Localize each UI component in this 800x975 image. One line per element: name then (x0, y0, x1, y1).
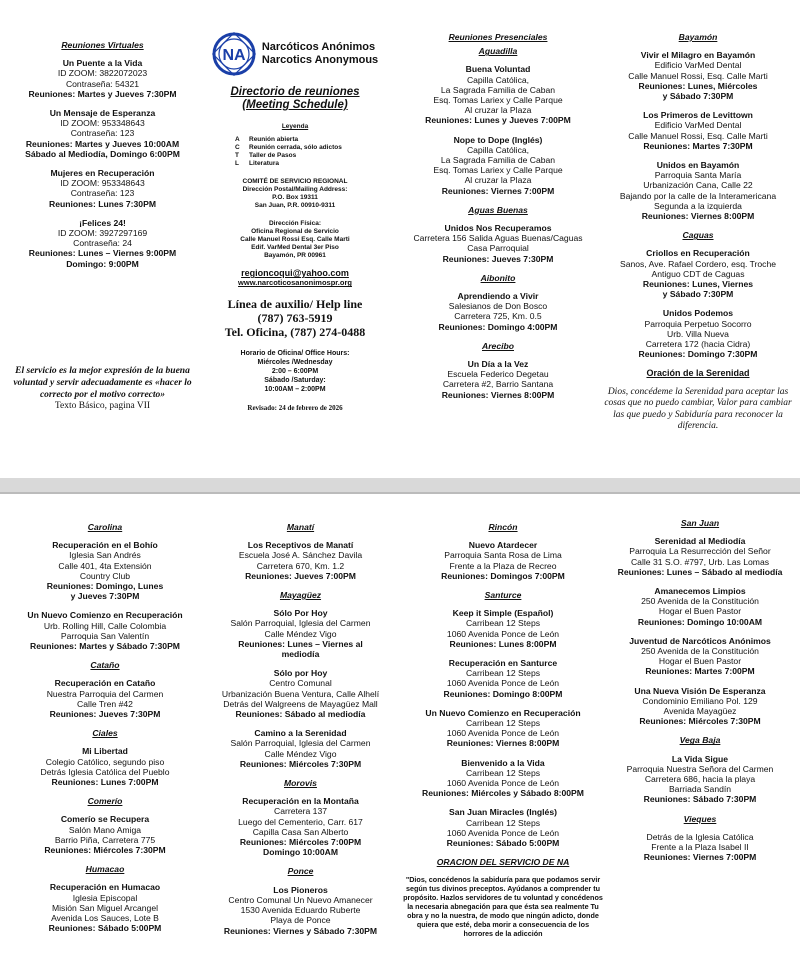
legend-list (235, 136, 355, 168)
org-name-en: Narcotics Anonymous (261, 54, 379, 66)
meeting-recuperacion-en-catano (10, 678, 200, 719)
meeting-schedule: Reuniones: Domingo 10:00AM (637, 616, 763, 627)
category-heading-caguas: Caguas (682, 230, 714, 241)
meeting-address-line: Carribean 12 Steps (465, 767, 541, 778)
category-heading-ponce: Ponce (287, 866, 314, 877)
carolina-humacao-column (10, 494, 200, 975)
meeting-address-line: Carretera 172 (hacia Cidra) (645, 339, 751, 350)
meeting-name: Camino a la Serenidad (254, 728, 347, 739)
meeting-schedule: Reuniones: Sábado 5:00PM (48, 923, 162, 934)
meeting-address-line: Detrás Iglesia Católica del Pueblo (40, 766, 170, 777)
serenity-prayer-title: Oración de la Serenidad (646, 368, 750, 379)
meeting-address-line: Antiguo CDT de Caguas (651, 268, 745, 279)
meeting-solo-por-hoy (203, 608, 398, 659)
meeting-address-line: Calle Tren #42 (77, 698, 133, 709)
meeting-address-line: Carretera 725, Km. 0.5 (454, 311, 542, 322)
office-hours-label: Horario de Oficina/ Office Hours: (240, 349, 350, 357)
meeting-address-line: Carribean 12 Steps (465, 718, 541, 729)
meeting-name: Un Mensaje de Esperanza (49, 108, 156, 119)
meeting-nope-to-dope-ingles (398, 135, 598, 196)
meeting-address-line: Hogar el Buen Pastor (658, 656, 742, 667)
meeting-address-line: Carretera 670, Km. 1.2 (256, 560, 345, 571)
meeting-address-line: 250 Avenida de la Constitución (641, 596, 759, 607)
meeting-recuperacion-en-santurce (403, 658, 603, 699)
meeting-address-line: Country Club (79, 570, 131, 581)
meeting-address-line: Parroquia Nuestra Señora del Carmen (626, 763, 774, 774)
meeting-address-line: Nuestra Parroquia del Carmen (46, 688, 164, 699)
category-heading-aibonito: Aibonito (480, 272, 516, 283)
meeting-schedule: Reuniones: Martes y Jueves 7:30PM (28, 88, 177, 99)
meeting-name: Sólo por Hoy (273, 668, 328, 679)
meeting-address-line: Salón Parroquial, Iglesia del Carmen (230, 618, 371, 629)
meeting-schedule: Reuniones: Viernes 7:00PM (643, 852, 757, 863)
meeting-schedule: Reuniones: Lunes – Viernes al mediodía (238, 638, 363, 660)
org-name-es: Narcóticos Anónimos (261, 41, 376, 53)
meeting-name: Recuperación en Cataño (54, 678, 156, 689)
meeting-address-line: ID ZOOM: 3822072023 (57, 68, 148, 79)
office-hours-line: Sábado /Saturday: (264, 376, 326, 384)
meeting-address-line: Segunda a la izquierda (654, 200, 742, 211)
meeting-la-vida-sigue (605, 754, 795, 805)
meeting-address-line: Salesianos de Don Bosco (448, 301, 548, 312)
email-link[interactable]: regioncoqui@yahoo.com (241, 268, 349, 279)
category-heading-aguas-buenas: Aguas Buenas (468, 204, 528, 215)
meeting-address-line: Capilla Católica, (466, 74, 530, 85)
meeting-name: Un Nuevo Comienzo en Recuperación (425, 707, 581, 718)
meeting-address-line: Contraseña: 54321 (65, 78, 140, 89)
meeting-address-line: Detrás del Walgreens de Mayagüez Mall (223, 698, 378, 709)
meeting-address-line: 1530 Avenida Eduardo Ruberte (240, 905, 361, 916)
office-hours-line: Miércoles /Wednesday (257, 358, 333, 366)
meeting-address-line: Colegio Católico, segundo piso (45, 756, 165, 767)
office-hours-line: 10:00AM – 2:00PM (264, 385, 326, 393)
category-heading-mayaguez: Mayagüez (279, 590, 322, 601)
meeting-address-line: Esq. Tomas Lariex y Calle Parque (433, 95, 563, 106)
meeting-una-nueva-vision-de-esperanza (605, 686, 795, 727)
meeting-address-line: Luego del Cementerio, Carr. 617 (238, 816, 363, 827)
directory-title: Directorio de reuniones (Meeting Schedule) (230, 86, 360, 111)
meeting-aprendiendo-a-vivir (398, 291, 598, 332)
category-heading-manati: Manatí (286, 522, 315, 532)
meeting-entry (605, 832, 795, 863)
meeting-schedule: Reuniones: Domingo 7:30PM (638, 349, 758, 360)
meeting-unidos-podemos (603, 308, 793, 359)
meeting-camino-a-la-serenidad (203, 728, 398, 769)
physical-line: Calle Manuel Rossi Esq. Calle Marti (240, 236, 350, 244)
service-prayer-text: "Dios, concédenos la sabiduría para que podamos servir según tus divinos preceptos. Ayúdanos a comprender tu propósito. Hazlos servidores de tu voluntad y concédenos la necesaria abnegación para que ésta sea realmente Tu obra y no la nuestra, de modo que ningún adicto, donde quiera que esté, deba morir a consecuencia de los horrores de la adicción (403, 875, 603, 939)
meeting-un-nuevo-comienzo-en-recuperacion (403, 708, 603, 749)
meeting-name: Unidos en Bayamón (656, 160, 740, 171)
meeting-schedule: Reuniones: Jueves 7:30PM (442, 253, 554, 264)
postal-line: P.O. Box 19311 (272, 194, 318, 202)
meeting-name: Comerío se Recupera (60, 814, 150, 825)
meeting-address-line: Carretera #2, Barrio Santana (442, 379, 554, 390)
meeting-address-line: Urb. Rolling Hill, Calle Colombia (43, 620, 167, 631)
physical-label: Dirección Física: (268, 220, 322, 228)
helpline-number: (787) 763-5919 (257, 310, 333, 325)
legend-title: Leyenda (281, 123, 309, 130)
directory-back-panel (0, 492, 800, 975)
meeting-unidos-nos-recuperamos (398, 223, 598, 264)
meeting-address-line: ID ZOOM: 953348643 (60, 118, 145, 129)
meeting-recuperacion-en-la-montana (203, 796, 398, 857)
meeting-schedule: Reuniones: Viernes 8:00PM (641, 211, 755, 222)
meeting-address-line: Escuela Federico Degetau (447, 369, 549, 380)
in-person-header: Reuniones Presenciales (448, 32, 548, 42)
rincon-santurce-column (403, 494, 603, 975)
category-heading-bayamon: Bayamón (678, 32, 718, 42)
meeting-schedule: Reuniones: Martes y Jueves 10:00AM Sábado al Mediodía, Domingo 6:00PM (25, 138, 180, 159)
meeting-address-line: Carretera 156 Salida Aguas Buenas/Caguas (413, 233, 583, 244)
meeting-schedule: Reuniones: Jueves 7:30PM (49, 709, 161, 720)
meeting-address-line: La Sagrada Familia de Caban (440, 84, 556, 95)
meeting-address-line: 1060 Avenida Ponce de León (446, 827, 560, 838)
category-heading-comerio: Comerío (87, 796, 123, 807)
meeting-serenidad-al-mediodia (605, 536, 795, 577)
meeting-address-line: Salón Mano Amiga (68, 824, 142, 835)
sanjuan-vieques-column (605, 494, 795, 975)
category-heading-carolina: Carolina (87, 522, 123, 532)
meeting-address-line: Iglesia San Andrés (69, 550, 141, 561)
in-person-meetings-column (398, 0, 598, 478)
meeting-name: Vivir el Milagro en Bayamón (640, 50, 756, 61)
meeting-name: Aprendiendo a Vivir (457, 291, 539, 302)
category-heading: Reuniones Virtuales (61, 40, 144, 50)
meeting-address-line: 1060 Avenida Ponce de León (446, 778, 560, 789)
meeting-schedule: Reuniones: Martes 7:30PM (643, 140, 753, 151)
meeting-recuperacion-en-el-bohio (10, 540, 200, 601)
meeting-name: Juventud de Narcóticos Anónimos (629, 635, 771, 646)
committee-name: COMITÉ DE SERVICIO REGIONAL (242, 178, 348, 186)
meeting-bienvenido-a-la-vida (403, 758, 603, 799)
category-heading-santurce: Santurce (484, 590, 522, 601)
logo-letters: NA (222, 47, 246, 64)
meeting-schedule: Reuniones: Lunes 7:30PM (49, 198, 156, 209)
meeting-schedule: Reuniones: Lunes 7:00PM (51, 777, 159, 788)
fold-gap (0, 478, 800, 492)
meeting-schedule: Reuniones: Viernes 8:00PM (446, 738, 560, 749)
meeting-buena-voluntad (398, 64, 598, 125)
meeting-schedule: Reuniones: Lunes y Jueves 7:00PM (425, 115, 571, 126)
meeting-name: San Juan Miracles (Inglés) (449, 807, 557, 818)
meeting-juventud-de-narcoticos-anonimos (605, 636, 795, 677)
meeting-address-line: Detrás de la Iglesia Católica (646, 831, 754, 842)
revision-date: Revisado: 24 de febrero de 2026 (247, 403, 343, 412)
category-heading-catano: Cataño (90, 660, 120, 671)
meeting-address-line: Parroquia Perpetuo Socorro (644, 318, 752, 329)
physical-line: Oficina Regional de Servicio (251, 228, 339, 236)
meeting-name: Nope to Dope (Inglés) (453, 134, 543, 145)
meeting-schedule: Reuniones: Miércoles 7:30PM (639, 716, 761, 727)
postal-label: Dirección Postal/Mailing Address: (242, 186, 348, 194)
helpline-label: Línea de auxilio/ Help line (227, 296, 363, 311)
meeting-schedule: Reuniones: Domingos 7:00PM (441, 570, 565, 581)
meeting-address-line: Carretera 137 (273, 806, 328, 817)
category-heading-arecibo: Arecibo (482, 340, 514, 351)
meeting-criollos-en-recuperacion (603, 248, 793, 299)
quote-source: Texto Básico, pagina VII (54, 400, 151, 411)
meeting-schedule: Reuniones: Viernes 7:00PM (441, 185, 555, 196)
meeting-name: Un Nuevo Comienzo en Recuperación (27, 610, 183, 621)
meeting-los-primeros-de-levittown (603, 110, 793, 151)
legend-item: C Reunión cerrada, sólo adictos (235, 144, 342, 152)
meeting-address-line: La Sagrada Familia de Caban (440, 155, 556, 166)
category-heading-rincon: Rincón (488, 522, 518, 532)
meeting-address-line: Parroquia Santa María (654, 170, 742, 181)
meeting-name: Unidos Podemos (662, 308, 734, 319)
meeting-address-line: Frente a la Plaza de Recreo (449, 560, 557, 571)
category-heading-vega-baja: Vega Baja (679, 735, 721, 746)
meeting-address-line: Calle 401, 4ta Extensión (58, 560, 152, 571)
service-quote: El servicio es la mejor expresión de la buena voluntad y servir adecuadamente es «hacer lo correcto por el motivo correcto» (13, 365, 192, 400)
virtual-meetings-column (10, 0, 195, 478)
na-logo-icon (212, 32, 256, 76)
meeting-address-line: Sanos, Ave. Rafael Cordero, esq. Troche (619, 258, 777, 269)
meeting-schedule: Reuniones: Lunes – Sábado al mediodía (617, 566, 783, 577)
meeting-address-line: Parroquia La Resurrección del Señor (629, 546, 771, 557)
meeting-address-line: Misión San Miguel Arcangel (51, 902, 159, 913)
meeting-address-line: ID ZOOM: 3927297169 (57, 228, 148, 239)
meeting-name: Serenidad al Mediodía (654, 536, 746, 547)
meeting-address-line: Parroquia Santa Rosa de Lima (444, 550, 562, 561)
meeting-name: Criollos en Recuperación (646, 248, 750, 259)
meeting-recuperacion-en-humacao (10, 882, 200, 933)
category-heading-san-juan: San Juan (680, 518, 720, 528)
meeting-schedule: Reuniones: Sábado al mediodía (235, 709, 366, 720)
meeting-name: Recuperación en la Montaña (242, 796, 359, 807)
meeting-address-line: Contraseña: 24 (73, 238, 132, 249)
meeting-address-line: Carribean 12 Steps (465, 817, 541, 828)
legend-item: A Reunión abierta (235, 136, 299, 144)
meeting-schedule: Reuniones: Miércoles 7:30PM (239, 758, 362, 769)
meeting-address-line: Avenida Los Sauces, Lote B (51, 913, 159, 924)
meeting-schedule: Reuniones: Jueves 7:00PM (245, 570, 356, 581)
meeting-address-line: 1060 Avenida Ponce de León (446, 678, 560, 689)
meeting-address-line: Carribean 12 Steps (465, 668, 541, 679)
meeting-name: Recuperación en el Bohío (52, 540, 158, 551)
legend-item: L Literatura (235, 160, 279, 168)
meeting-los-receptivos-de-manati (203, 540, 398, 581)
meeting-address-line: 1060 Avenida Ponce de León (446, 728, 560, 739)
meeting-nuevo-atardecer (403, 540, 603, 581)
meeting-address-line: Capilla Católica, (466, 144, 530, 155)
meeting-address-line: Al cruzar la Plaza (464, 105, 532, 116)
category-heading-ciales: Ciales (92, 728, 118, 739)
meeting-address-line: Calle Méndez Vigo (264, 748, 337, 759)
meeting-address-line: Bajando por la calle de la Interamericana (619, 190, 777, 201)
meeting-name: Recuperación en Humacao (49, 882, 161, 893)
meeting-address-line: Hogar el Buen Pastor (658, 606, 742, 617)
meeting-schedule: Reuniones: Miércoles y Sábado 8:00PM (422, 788, 584, 799)
meeting-address-line: Urb. Villa Nueva (667, 328, 729, 339)
meeting-amanecemos-limpios (605, 586, 795, 627)
meeting-solo-por-hoy (203, 668, 398, 719)
meeting-comerio-se-recupera (10, 814, 200, 855)
meeting-address-line: Condominio Emiliano Pol. 129 (642, 695, 758, 706)
meeting-address-line: Calle 31 S.O. #797, Urb. Las Lomas (630, 556, 770, 567)
meeting-address-line: Centro Comunal (269, 678, 332, 689)
serenity-prayer-text: Dios, concédeme la Serenidad para aceptar las cosas que no puedo cambiar, Valor para cambiar las que puedo y Sabiduría para reconocer la diferencia. (604, 386, 792, 432)
meeting-schedule: Reuniones: Viernes 8:00PM (441, 389, 555, 400)
category-heading-vieques: Vieques (683, 813, 717, 824)
office-phone: Tel. Oficina, (787) 274-0488 (224, 324, 366, 339)
meeting-name: Bienvenido a la Vida (461, 757, 545, 768)
meeting-address-line: Calle Manuel Rossi, Esq. Calle Marti (628, 130, 768, 141)
meeting-name: Los Pioneros (273, 884, 328, 895)
meeting-name: Unidos Nos Recuperamos (444, 223, 552, 234)
meeting-mujeres-en-recuperacion (10, 168, 195, 209)
meeting-name: Sólo Por Hoy (273, 608, 328, 619)
meeting-address-line: Urbanización Cana, Calle 22 (643, 180, 753, 191)
meeting-address-line: Edificio VarMed Dental (654, 60, 742, 71)
meeting-un-mensaje-de-esperanza (10, 108, 195, 159)
meeting-name: Mi Libertad (82, 746, 128, 757)
meeting-address-line: Edificio VarMed Dental (654, 120, 742, 131)
meeting-un-nuevo-comienzo-en-recuperacion (10, 610, 200, 651)
meeting-mi-libertad (10, 746, 200, 787)
meeting-name: Nuevo Atardecer (468, 540, 538, 551)
manati-ponce-column (203, 494, 398, 975)
meeting-schedule: Reuniones: Sábado 5:00PM (446, 838, 560, 849)
meeting-schedule: Reuniones: Martes y Sábado 7:30PM (30, 641, 180, 652)
meeting-schedule: Reuniones: Viernes y Sábado 7:30PM (223, 925, 378, 936)
meeting-name: Keep it Simple (Español) (452, 608, 554, 619)
header-column (200, 0, 390, 478)
meeting-address-line: Carribean 12 Steps (465, 618, 541, 629)
category-heading-morovis: Morovis (284, 778, 317, 789)
meeting-keep-it-simple-espanol (403, 608, 603, 649)
meeting-schedule: Reuniones: Sábado 7:30PM (643, 794, 757, 805)
meeting-schedule: Reuniones: Lunes, Miércoles y Sábado 7:30PM (638, 80, 758, 102)
meeting-address-line: Calle Méndez Vigo (264, 628, 337, 639)
meeting-schedule: Reuniones: Lunes – Viernes 9:00PM Domingo: 9:00PM (28, 248, 177, 269)
meeting-un-puente-a-la-vida (10, 58, 195, 99)
directory-front-panel (0, 0, 800, 478)
meeting-name: Amanecemos Limpios (654, 586, 746, 597)
meeting-schedule: Reuniones: Miércoles 7:00PM Domingo 10:00AM (239, 837, 362, 858)
meeting-schedule: Reuniones: Domingo 8:00PM (443, 688, 563, 699)
physical-line: Bayamón, PR 00961 (264, 252, 326, 260)
meeting-address-line: Salón Parroquial, Iglesia del Carmen (230, 738, 371, 749)
meeting-address-line: Esq. Tomas Lariex y Calle Parque (433, 165, 563, 176)
meeting-address-line: Casa Parroquial (467, 243, 529, 254)
meeting-name: Los Receptivos de Manatí (247, 540, 354, 551)
meeting-address-line: Iglesia Episcopal (72, 892, 138, 903)
meeting-address-line: ID ZOOM: 953348643 (60, 178, 145, 189)
service-prayer-title: ORACION DEL SERVICIO DE NA (436, 857, 570, 868)
meeting-un-dia-a-la-vez (398, 359, 598, 400)
meeting-name: ¡Felices 24! (79, 217, 126, 228)
meeting-address-line: Carretera 686, hacia la playa (644, 774, 756, 785)
meeting-name: Una Nueva Visión De Esperanza (634, 685, 766, 696)
meeting-address-line: Parroquia San Valentín (60, 630, 150, 641)
meeting-address-line: Frente a la Plaza Isabel II (651, 842, 749, 853)
meeting-address-line: Urbanización Buena Ventura, Calle Alhelí (221, 688, 380, 699)
meeting-address-line: Capilla Casa San Alberto (252, 826, 349, 837)
meeting-address-line: Calle Manuel Rossi, Esq. Calle Marti (628, 70, 768, 81)
meeting-san-juan-miracles-ingles (403, 807, 603, 848)
legend-item: T Taller de Pasos (235, 152, 297, 160)
category-heading-humacao: Humacao (85, 864, 125, 875)
meeting-address-line: Al cruzar la Plaza (464, 175, 532, 186)
office-hours-line: 2:00 – 6:00PM (271, 367, 319, 375)
meeting-schedule: Reuniones: Domingo, Lunes y Jueves 7:30PM (46, 581, 164, 602)
physical-line: Edif. VarMed Dental 3er Piso (251, 244, 339, 252)
meeting-name: Los Primeros de Levittown (643, 110, 753, 121)
meeting-address-line: 1060 Avenida Ponce de León (446, 628, 560, 639)
meeting-name: Un Puente a la Vida (62, 58, 143, 69)
meeting-address-line: Playa de Ponce (270, 915, 331, 926)
meeting-address-line: Contraseña: 123 (70, 128, 135, 139)
meeting-schedule: Reuniones: Domingo 4:00PM (438, 321, 558, 332)
bayamon-caguas-column (603, 0, 793, 478)
meeting-address-line: Centro Comunal Un Nuevo Amanecer (228, 894, 373, 905)
meeting-vivir-el-milagro-en-bayamon (603, 50, 793, 101)
meeting-name: Recuperación en Santurce (448, 658, 558, 669)
meeting-address-line: Barriada Sandín (668, 784, 732, 795)
meeting-name: Mujeres en Recuperación (50, 168, 155, 179)
meeting-schedule: Reuniones: Lunes 8:00PM (449, 638, 557, 649)
postal-line: San Juan, P.R. 00910-9311 (254, 202, 336, 210)
meeting-schedule: Reuniones: Martes 7:00PM (645, 666, 755, 677)
meeting-schedule: Reuniones: Miércoles 7:30PM (44, 845, 166, 856)
meeting-unidos-en-bayamon (603, 160, 793, 221)
meeting-los-pioneros (203, 885, 398, 936)
meeting-address-line: Contraseña: 123 (70, 188, 135, 199)
website-link[interactable]: www.narcoticosanonimospr.org (238, 278, 352, 288)
meeting-name: Buena Voluntad (465, 64, 531, 75)
meeting-schedule: Reuniones: Lunes, Viernes y Sábado 7:30PM (642, 279, 754, 300)
category-heading-aguadilla: Aguadilla (478, 46, 518, 57)
meeting-name: La Vida Sigue (671, 753, 729, 764)
meeting-address-line: Barrio Piña, Carretera 775 (54, 834, 156, 845)
meeting-felices-24 (10, 218, 195, 269)
meeting-name: Un Día a la Vez (467, 359, 529, 370)
meeting-address-line: Escuela José A. Sánchez Davila (238, 550, 363, 561)
meeting-address-line: Avenida Mayagüez (663, 706, 737, 717)
meeting-address-line: 250 Avenida de la Constitución (641, 646, 759, 657)
